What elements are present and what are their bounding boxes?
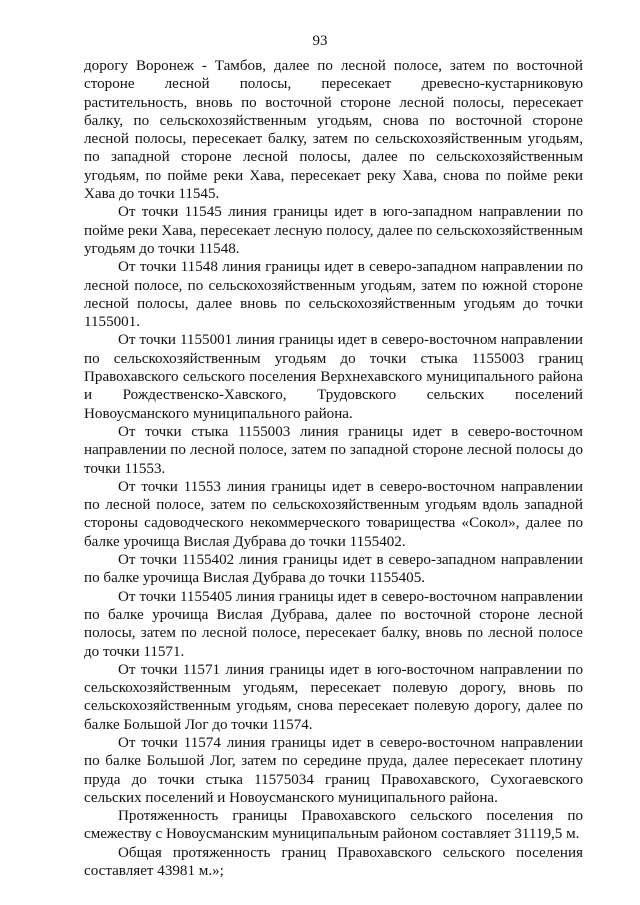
document-body: [84, 57, 583, 880]
paragraph-6: От точки 11553 линия границы идет в северо-восточном направлении по лесной полосе, затем по сельскохозяйственным угодьям вдоль западной стороны садоводческого некоммерческого товарищества «Сокол», далее по балке урочища Вислая Дубрава до точки 1155402.: [84, 478, 583, 550]
paragraph-2: От точки 11545 линия границы идет в юго-западном направлении по пойме реки Хава, пересекает лесную полосу, далее по сельскохозяйственным угодьям до точки 11548.: [84, 204, 583, 257]
paragraph-4: От точки 1155001 линия границы идет в северо-восточном направлении по сельскохозяйственным угодьям до точки стыка 1155003 границ Правохавского сельского поселения Верхнехавского муниципального района и Рождественско-Хавского, Трудовского сельских поселений Новоусманского муниципального района.: [84, 332, 583, 422]
paragraph-9: От точки 11571 линия границы идет в юго-восточном направлении по сельскохозяйственным угодьям, пересекает полевую дорогу, вновь по сельскохозяйственным угодьям, снова пересекает полевую дорогу, далее по балке Большой Лог до точки 11574.: [84, 661, 583, 733]
paragraph-11: Протяженность границы Правохавского сельского поселения по смежеству с Новоусманским муниципальным районом составляет 31119,5 м.: [84, 808, 583, 843]
paragraph-10: От точки 11574 линия границы идет в северо-восточном направлении по балке Большой Лог, затем по середине пруда, далее пересекает плотину пруда до точки стыка 11575034 границ Правохавского, Сухогаевского сельских поселений и Новоусманского муниципального района.: [84, 734, 583, 806]
paragraph-5: От точки стыка 1155003 линия границы идет в северо-восточном направлении по лесной полосе, затем по западной стороне лесной полосы до точки 11553.: [84, 423, 583, 477]
paragraph-12: Общая протяженность границ Правохавского сельского поселения составляет 43981 м.»;: [84, 844, 583, 880]
paragraph-1: дорогу Воронеж - Тамбов, далее по лесной полосе, затем по восточной стороне лесной полосы, пересекает древесно-кустарниковую растительность, вновь по восточной стороне лесной полосы, пересекает балку, по сельскохозяйственным угодьям, снова по восточной стороне лесной полосы, пересекает балку, затем по сельскохозяйственным угодьям, по западной стороне лесной полосы, далее по сельскохозяйственным угодьям, по пойме реки Хава, пересекает реку Хава, снова по пойме реки Хава до точки 11545.: [84, 58, 583, 203]
page-number: 93: [312, 33, 328, 49]
paragraph-8: От точки 1155405 линия границы идет в северо-восточном направлении по балке урочища Вислая Дубрава, далее по восточной стороне лесной полосы, затем по лесной полосе, пересекает балку, вновь по лесной полосе до точки 11571.: [84, 588, 583, 660]
paragraph-3: От точки 11548 линия границы идет в северо-западном направлении по лесной полосе, по сельскохозяйственным угодьям, затем по южной стороне лесной полосы, далее вновь по сельскохозяйственным угодьям до точки 1155001.: [84, 259, 583, 331]
paragraph-7: От точки 1155402 линия границы идет в северо-западном направлении по балке урочища Вислая Дубрава до точки 1155405.: [84, 552, 583, 587]
